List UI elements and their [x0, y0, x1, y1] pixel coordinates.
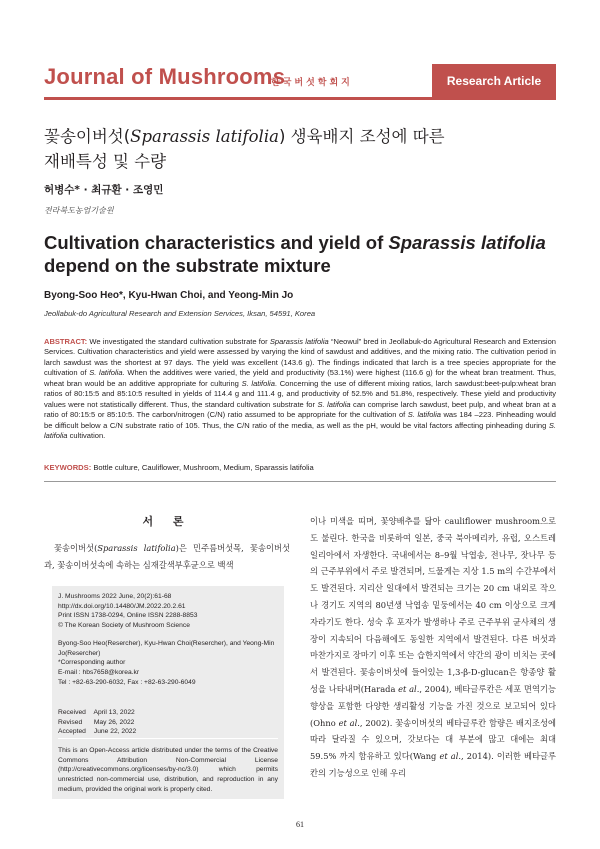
journal-name-korean: 한국버섯학회지	[271, 78, 353, 88]
title-en-after: depend on the substrate mixture	[44, 255, 331, 276]
journal-name: Journal of Mushrooms	[44, 64, 286, 89]
abstract-text: was 184 –223. Pinheading would be difficult below a C/N substrate ratio of 105. Thus, the C/N ratio of the media, as well as the pH, would be vital factors affecting pinheading during	[44, 410, 556, 430]
accepted-row	[58, 727, 286, 737]
intro-et-al: et al	[439, 751, 459, 762]
accepted-label: Accepted	[58, 728, 86, 736]
citation: J. Mushrooms 2022 June, 20(2):61-68	[58, 593, 172, 600]
dates-block	[58, 708, 286, 737]
affiliation-korean: 전라북도농업기술원	[44, 206, 114, 215]
intro-text: )은 민주름버섯목, 꽃송이버섯과, 꽃송이버섯속에 속하는 심재갈색부후균으로 백색	[44, 543, 291, 570]
email[interactable]: E-mail : hbs7658@korea.kr	[58, 669, 140, 677]
title-ko-species: Sparassis latifolia	[130, 127, 279, 146]
revised-label: Revised	[58, 718, 83, 726]
title-english	[44, 231, 564, 277]
received-row	[58, 708, 286, 718]
citation-block	[58, 592, 286, 631]
affiliation-english: Jeollabuk-do Agricultural Research and Extension Services, Iksan, 54591, Korea	[44, 309, 316, 318]
researchers: Byong-Soo Heo(Resercher), Kyu-Hwan Choi(Resercher), and Yeong-Min Jo(Resercher)	[58, 640, 275, 657]
doi-link[interactable]: http://dx.doi.org/10.14480/JM.2022.20.2.61	[58, 602, 186, 610]
intro-text: 꽃송이버섯(	[54, 543, 98, 553]
intro-left-paragraph	[44, 540, 290, 574]
abstract-label: ABSTRACT:	[44, 337, 88, 346]
received-date: April 13, 2022	[93, 709, 135, 716]
intro-et-al: et al	[338, 717, 358, 728]
accepted-date: June 22, 2022	[93, 728, 137, 736]
abstract-species: S. latifolia	[241, 378, 275, 388]
article-type-badge	[432, 64, 556, 97]
received-label: Received	[58, 709, 86, 716]
abstract-species: S. latifolia	[407, 410, 441, 420]
keywords-label: KEYWORDS:	[44, 463, 92, 472]
revised-date: May 26, 2022	[93, 718, 135, 726]
intro-right-paragraph	[310, 513, 556, 782]
abstract-text: . When the additives were varied, the yield and productivity (53.1%) were highest (116.6 g) for the wheat bran treatment. Thus, wheat bran would be an additive appropriate for culturing	[44, 368, 557, 388]
intro-text: ., 2002). 꽃송이버섯의 베타글루칸 함량은 배지조성에 따라 달라질 수 있으며, 갓보다는 대 부분에 많고 대에는 최대 59.5% 까지 함유하고 있다(Wang	[310, 717, 556, 762]
page-number: 61	[296, 820, 304, 829]
title-ko-after: ) 생육배지 조성에 따른	[278, 127, 445, 146]
intro-text: ., 2004), 베타글루칸은 세포 면역기능 향상을 포함한 다양한 생리활성 기능을 가진 것으로 보고되어 있다(Ohno	[310, 683, 556, 728]
copyright: © The Korean Society of Mushroom Science	[58, 622, 190, 630]
corresponding-author: *Corresponding author	[58, 659, 126, 667]
keywords-text: Bottle culture, Cauliflower, Mushroom, Medium, Sparassis latifolia	[91, 463, 314, 472]
author-info-block	[58, 639, 286, 688]
abstract-text: “Neowul” bred in Jeollabuk-do Agricultural Research and Extension Services. Cultivation characteristics and yield were assessed by varying the kind of sawdust and additives, and the mixing ratio. The cultivation period in larch sawdust was the shortest at 97 days. The yield was excellent (143.6 g). The findings indicated that larch is a tree species appropriate for the cultivation of	[44, 337, 556, 378]
article-type-label: Research Article	[446, 73, 542, 88]
intro-text: 이나 미색을 띠며, 꽃양배추를 닮아 cauliflower mushroom으로도 불린다. 한국을 비롯하여 일본, 중국 북아메리카, 유럽, 오스트레일리아에서 자생한다. 국내에서는 8–9월 낙엽송, 전나무, 잣나무 등의 근주부위에서 주로 발견되며, 드물게는 지상 1.5 m의 수간부에서도 발견된다. 지리산 일대에서 발견되는 크기는 20 cm 내외로 작으나 경기도 지역의 80년생 낙엽송 밑둥에서는 40 cm 이상으로 크게 자라기도 한다. 성숙 후 포자가 발생하나 주로 근주부위 균사체의 생장이 지속되어 다음해에도 동일한 지역에서 발견된다. 다른 버섯과 마찬가지로 장마기 이후 또는 습한지역에서 약간의 광이 비치는 곳에서 발견된다. 꽃송이버섯에 들어있는 1,3-β-D-glucan은 항종양 활성을 나타내며(Harada	[310, 516, 556, 694]
title-en-before: Cultivation characteristics and yield of	[44, 232, 389, 253]
title-en-species: Sparassis latifolia	[388, 232, 546, 253]
tel-fax: Tel : +82-63-290-6032, Fax : +82-63-290-6049	[58, 678, 196, 686]
intro-heading: 서 론	[142, 515, 192, 528]
section-divider	[44, 481, 556, 482]
title-ko-before: 꽃송이버섯(	[44, 127, 131, 146]
intro-species: Sparassis latifolia	[97, 543, 176, 553]
title-korean	[44, 124, 554, 174]
abstract-text: . Concerning the use of different mixing ratios, larch sawdust:beet-pulp:wheat bran ratios of 80:15:5 and 85:10:5 resulted in yields of 114.4 g and 111.4 g, and productivity of 52.5% and 51.8%, respectively. These yield and productivity values were not statistically different. Thus, the standard cultivation substrate for	[44, 378, 556, 409]
abstract-species: S. latifolia	[44, 420, 556, 441]
abstract-species: S. latifolia	[89, 368, 123, 378]
header-rule	[44, 97, 556, 100]
authors-korean: 허병수* · 최규환 · 조영민	[44, 184, 164, 196]
revised-row	[58, 718, 286, 728]
abstract-text: We investigated the standard cultivation substrate for	[87, 337, 270, 346]
intro-et-al: et al	[398, 683, 417, 694]
info-box-divider	[58, 738, 278, 739]
intro-text: ., 2014). 이러한 베타글루칸의 기능성으로 인해 우리	[310, 751, 557, 778]
issn: Print ISSN 1738-0294, Online ISSN 2288-8853	[58, 612, 198, 620]
license-text: This is an Open-Access article distributed under the terms of the Creative Commons Attribution Non-Commercial License (http://creativecommons.org/licenses/by-nc/3.0) which permits unrestricted non-commercial use, distribution, and reproduction in any medium, provided the original work is properly cited.	[58, 747, 278, 793]
title-ko-line2: 재배특성 및 수량	[44, 152, 167, 171]
abstract-species: S. latifolia	[317, 399, 351, 409]
abstract-text: cultivation.	[67, 431, 106, 441]
abstract-text: can comprise larch sawdust, beet pulp, and wheat bran at a ratio of 80:15:5 or 85:10:5. The carbon/nitrogen (C/N) ratio assumed to be appropriate for the cultivation of	[44, 399, 556, 420]
keywords	[44, 463, 556, 472]
abstract	[44, 337, 556, 442]
article-info-box	[52, 586, 284, 799]
abstract-species: Sparassis latifolia	[269, 337, 329, 346]
authors-english: Byong-Soo Heo*, Kyu-Hwan Choi, and Yeong-Min Jo	[44, 290, 294, 301]
